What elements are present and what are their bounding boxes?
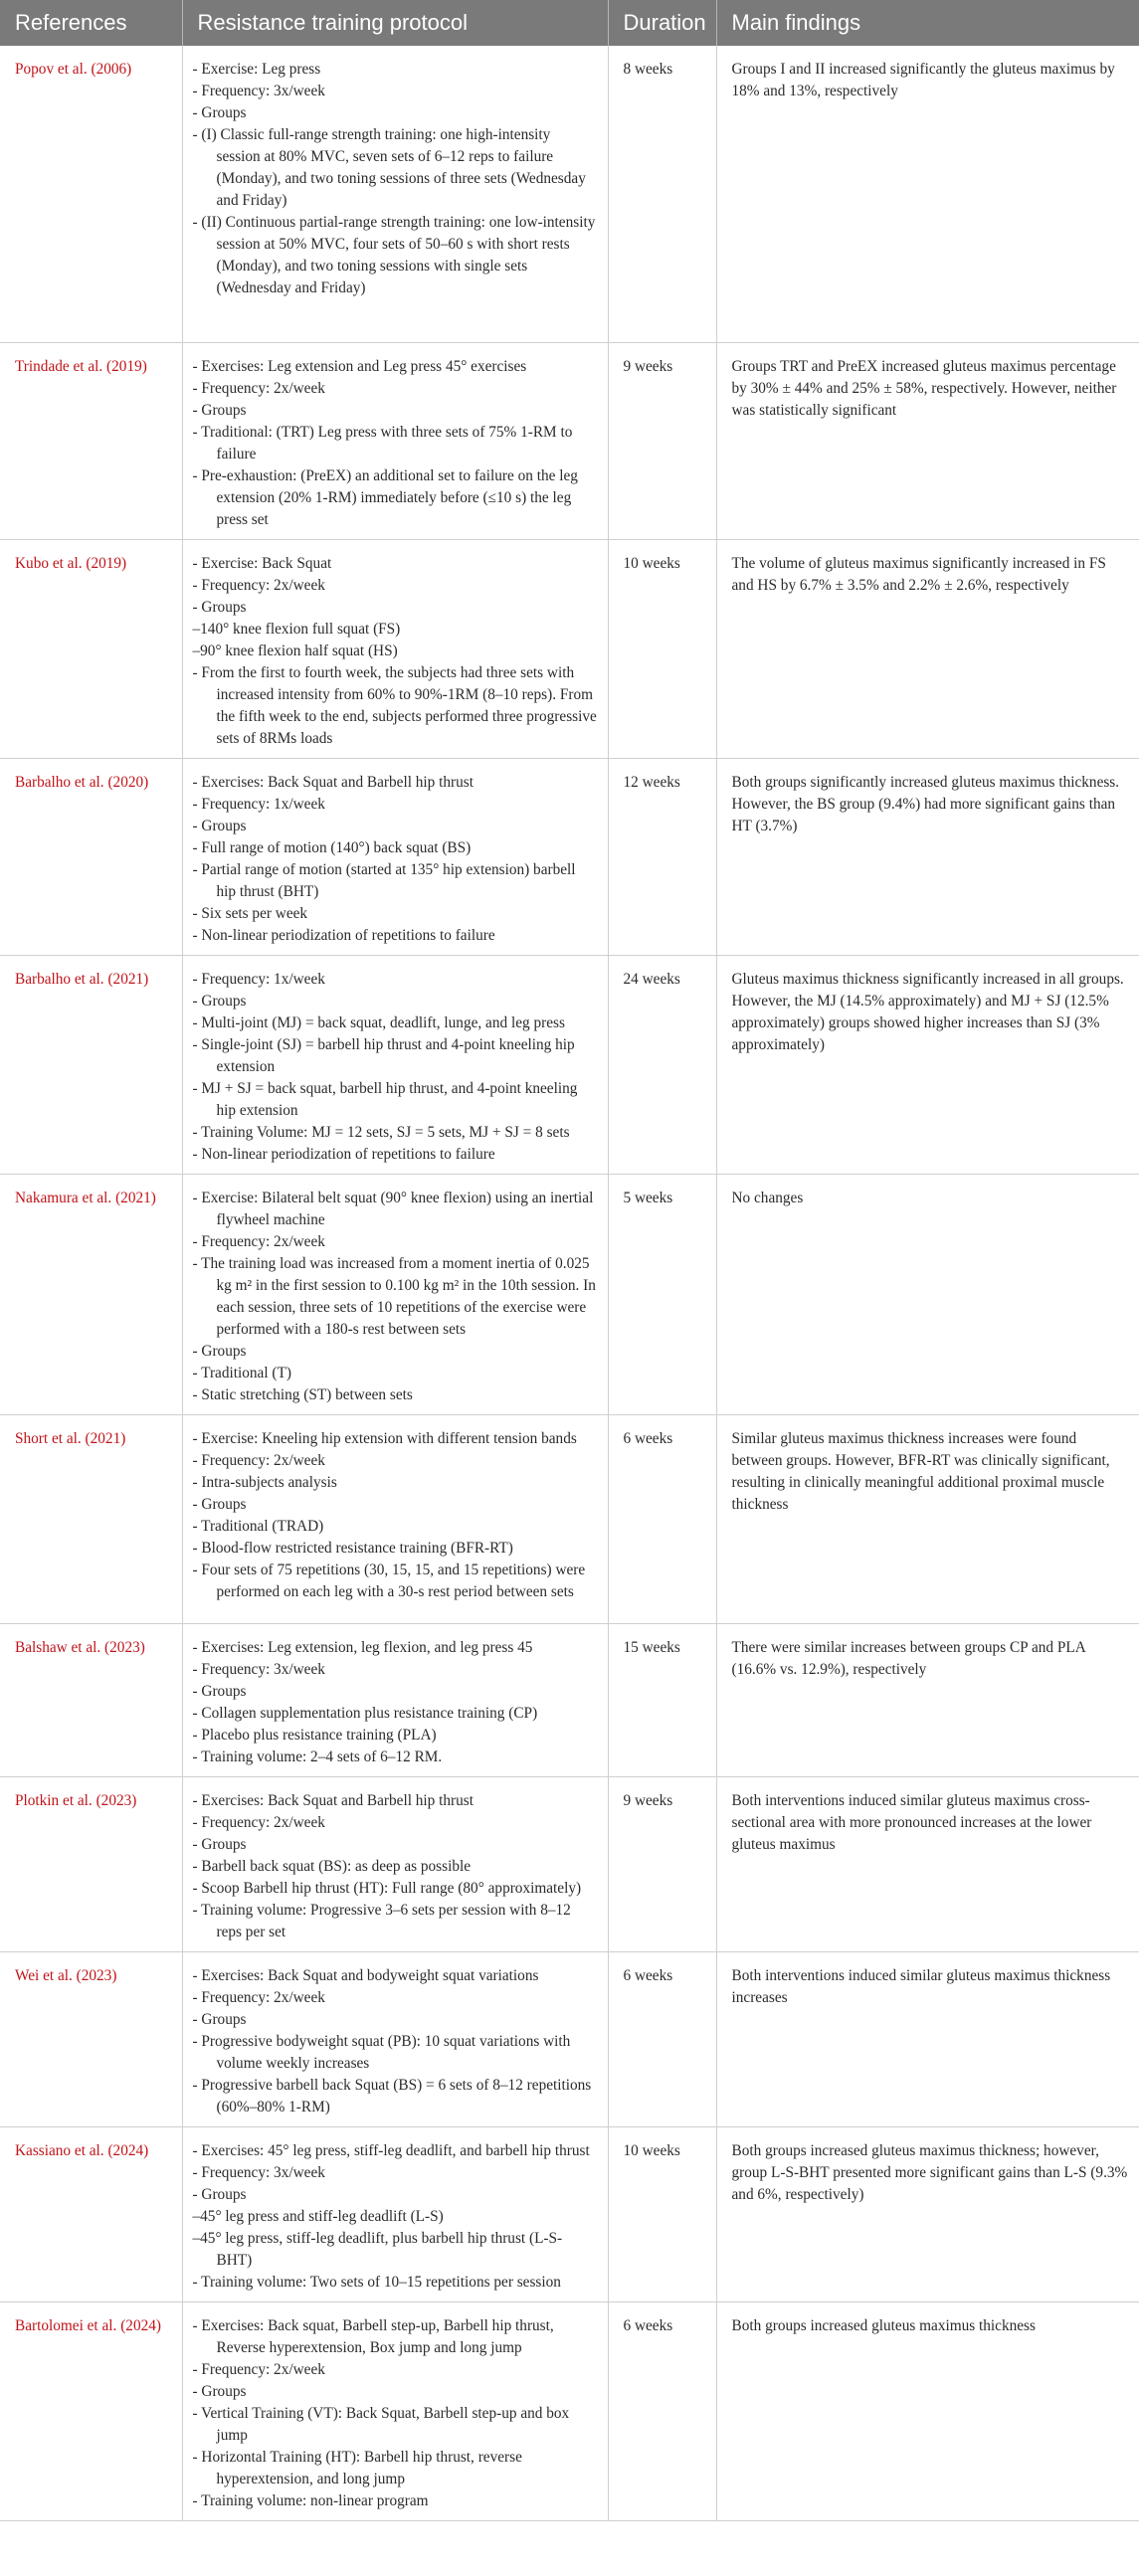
table-row: [0, 955, 1139, 1174]
duration-cell: 6 weeks: [608, 1951, 716, 2126]
reference-cell: [0, 46, 182, 342]
duration-cell: 10 weeks: [608, 539, 716, 758]
protocol-item: - Groups: [192, 992, 247, 1010]
protocol-item: - Training volume: Two sets of 10–15 repetitions per session: [192, 2273, 561, 2291]
protocol-item: - Training volume: 2–4 sets of 6–12 RM.: [192, 1748, 443, 1765]
protocol-item: - Frequency: 1x/week: [192, 970, 325, 988]
table-row: [0, 46, 1139, 342]
header-findings: Main findings: [716, 0, 1139, 46]
protocol-list: [193, 59, 598, 299]
reference-cell: [0, 1623, 182, 1776]
reference-link[interactable]: Balshaw et al. (2023): [15, 1638, 145, 1656]
duration-cell: 5 weeks: [608, 1174, 716, 1414]
protocol-item: - Frequency: 3x/week: [192, 2163, 325, 2181]
protocol-item: - Exercises: Back squat, Barbell step-up, Barbell hip thrust, Reverse hyperextension, Box jump and long jump: [192, 2316, 554, 2356]
protocol-item: - Groups: [192, 401, 247, 419]
reference-cell: [0, 1174, 182, 1414]
protocol-item: - Exercises: Leg extension, leg flexion, and leg press 45: [192, 1638, 533, 1656]
protocol-item: - Frequency: 2x/week: [192, 1232, 325, 1250]
reference-link[interactable]: Short et al. (2021): [15, 1429, 126, 1447]
duration-cell: 8 weeks: [608, 46, 716, 342]
duration-cell: 9 weeks: [608, 342, 716, 539]
findings-cell: Both groups significantly increased gluteus maximus thickness. However, the BS group (9.4%) had more significant gains than HT (3.7%): [716, 758, 1139, 955]
protocol-item: - Barbell back squat (BS): as deep as possible: [192, 1857, 472, 1875]
findings-cell: The volume of gluteus maximus significantly increased in FS and HS by 6.7% ± 3.5% and 2.2% ± 2.6%, respectively: [716, 539, 1139, 758]
protocol-item: - Horizontal Training (HT): Barbell hip thrust, reverse hyperextension, and long jump: [192, 2448, 522, 2487]
protocol-item: - Frequency: 2x/week: [192, 2360, 325, 2378]
protocol-item: - Collagen supplementation plus resistance training (CP): [192, 1704, 538, 1722]
reference-cell: [0, 1776, 182, 1951]
protocol-cell: [182, 955, 608, 1174]
duration-cell: 6 weeks: [608, 1414, 716, 1623]
findings-cell: There were similar increases between groups CP and PLA (16.6% vs. 12.9%), respectively: [716, 1623, 1139, 1776]
protocol-item: - Exercise: Kneeling hip extension with different tension bands: [192, 1429, 577, 1447]
protocol-item: - Exercise: Bilateral belt squat (90° knee flexion) using an inertial flywheel machine: [192, 1189, 594, 1228]
header-row: [0, 0, 1139, 46]
protocol-item: - Partial range of motion (started at 135° hip extension) barbell hip thrust (BHT): [192, 860, 576, 900]
protocol-item: - Groups: [192, 104, 247, 121]
protocol-item: - Exercises: Back Squat and bodyweight squat variations: [192, 1966, 539, 1984]
protocol-cell: [182, 1174, 608, 1414]
protocol-item: - Frequency: 2x/week: [192, 379, 325, 397]
protocol-item: - From the first to fourth week, the subjects had three sets with increased intensity from 60% to 90%-1RM (8–10 reps). From the fifth week to the end, subjects performed three progressive sets of 8RMs loads: [192, 663, 597, 747]
protocol-item: - Training volume: non-linear program: [192, 2491, 429, 2509]
protocol-item: - Pre-exhaustion: (PreEX) an additional set to failure on the leg extension (20% 1-RM) immediately before (≤10 s) the leg press set: [192, 466, 578, 528]
protocol-list: [193, 2140, 598, 2294]
protocol-list: [193, 772, 598, 947]
duration-cell: 15 weeks: [608, 1623, 716, 1776]
protocol-cell: [182, 2126, 608, 2301]
protocol-item: - (I) Classic full-range strength training: one high-intensity session at 80% MVC, seven sets of 6–12 reps to failure (Monday), and two toning sessions of three sets (Wednesday and Friday): [192, 126, 586, 209]
table-row: [0, 1623, 1139, 1776]
protocol-item: - Groups: [192, 598, 247, 616]
protocol-item: - Groups: [192, 1682, 247, 1700]
reference-link[interactable]: Barbalho et al. (2021): [15, 970, 149, 988]
protocol-list: [193, 1637, 598, 1768]
protocol-cell: [182, 1414, 608, 1623]
reference-link[interactable]: Kubo et al. (2019): [15, 554, 127, 572]
protocol-item: - Frequency: 3x/week: [192, 83, 325, 99]
protocol-item: - Exercise: Back Squat: [192, 554, 332, 572]
findings-cell: Groups I and II increased significantly the gluteus maximus by 18% and 13%, respectively: [716, 46, 1139, 342]
protocol-item: - The training load was increased from a moment inertia of 0.025 kg m² in the first session to 0.100 kg m² in the 10th session. In each session, three sets of 10 repetitions of the exercise were performed with a 180-s rest between sets: [192, 1254, 596, 1338]
duration-cell: 6 weeks: [608, 2301, 716, 2520]
protocol-item: - Exercises: Back Squat and Barbell hip thrust: [192, 773, 474, 791]
protocol-item: - Progressive barbell back Squat (BS) = 6 sets of 8–12 repetitions (60%–80% 1-RM): [192, 2076, 592, 2116]
protocol-item: - Groups: [192, 2382, 247, 2400]
protocol-item: –45° leg press and stiff-leg deadlift (L-S): [192, 2207, 444, 2225]
protocol-cell: [182, 2301, 608, 2520]
reference-cell: [0, 758, 182, 955]
protocol-item: - Exercises: Back Squat and Barbell hip thrust: [192, 1791, 474, 1809]
protocol-item: - Static stretching (ST) between sets: [192, 1385, 413, 1403]
table-row: [0, 539, 1139, 758]
reference-cell: [0, 2301, 182, 2520]
findings-cell: Both interventions induced similar gluteus maximus cross-sectional area with more pronounced increases at the lower gluteus maximus: [716, 1776, 1139, 1951]
protocol-cell: [182, 758, 608, 955]
protocol-cell: [182, 46, 608, 342]
protocol-item: - Traditional: (TRT) Leg press with three sets of 75% 1-RM to failure: [192, 423, 573, 462]
table-row: [0, 2301, 1139, 2520]
protocol-cell: [182, 1951, 608, 2126]
protocol-item: - Placebo plus resistance training (PLA): [192, 1726, 437, 1744]
protocol-item: - Frequency: 2x/week: [192, 576, 325, 594]
protocol-item: - MJ + SJ = back squat, barbell hip thrust, and 4-point kneeling hip extension: [192, 1079, 578, 1119]
findings-cell: Gluteus maximus thickness significantly increased in all groups. However, the MJ (14.5% approximately) and MJ + SJ (12.5% approximately) groups showed higher increases than SJ (3% approximately): [716, 955, 1139, 1174]
protocol-item: - Groups: [192, 1342, 247, 1360]
protocol-item: - Groups: [192, 817, 247, 834]
protocol-item: –45° leg press, stiff-leg deadlift, plus barbell hip thrust (L-S-BHT): [192, 2229, 563, 2269]
reference-cell: [0, 342, 182, 539]
reference-cell: [0, 2126, 182, 2301]
reference-link[interactable]: Bartolomei et al. (2024): [15, 2316, 161, 2334]
header-references: References: [0, 0, 182, 46]
protocol-item: - Six sets per week: [192, 904, 308, 922]
reference-link[interactable]: Barbalho et al. (2020): [15, 773, 149, 791]
table-row: [0, 758, 1139, 955]
duration-cell: 12 weeks: [608, 758, 716, 955]
protocol-item: - Exercises: 45° leg press, stiff-leg deadlift, and barbell hip thrust: [192, 2141, 590, 2159]
protocol-item: - (II) Continuous partial-range strength training: one low-intensity session at 50% MVC, four sets of 50–60 s with short rests (Monday), and two toning sessions with single sets (Wednesday and Friday): [192, 214, 596, 296]
table-row: [0, 1174, 1139, 1414]
header-duration: Duration: [608, 0, 716, 46]
protocol-item: - Groups: [192, 2185, 247, 2203]
reference-link[interactable]: Kassiano et al. (2024): [15, 2141, 149, 2159]
protocol-item: - Training volume: Progressive 3–6 sets per session with 8–12 reps per set: [192, 1901, 571, 1940]
protocol-item: - Blood-flow restricted resistance training (BFR-RT): [192, 1539, 513, 1557]
protocol-item: - Traditional (T): [192, 1364, 291, 1381]
protocol-item: - Frequency: 3x/week: [192, 1660, 325, 1678]
reference-link[interactable]: Nakamura et al. (2021): [15, 1189, 156, 1206]
reference-link[interactable]: Trindade et al. (2019): [15, 357, 147, 375]
protocol-item: - Intra-subjects analysis: [192, 1473, 337, 1491]
protocol-item: - Groups: [192, 2010, 247, 2028]
protocol-list: [193, 2315, 598, 2512]
protocol-item: - Exercises: Leg extension and Leg press 45° exercises: [192, 357, 527, 375]
findings-cell: Similar gluteus maximus thickness increases were found between groups. However, BFR-RT was clinically significant, resulting in clinically meaningful additional proximal muscle thickness: [716, 1414, 1139, 1623]
protocol-list: [193, 553, 598, 750]
protocol-item: –90° knee flexion half squat (HS): [192, 642, 398, 659]
duration-cell: 24 weeks: [608, 955, 716, 1174]
table-body: [0, 46, 1139, 2520]
protocol-list: [193, 356, 598, 531]
protocol-item: - Frequency: 2x/week: [192, 1813, 325, 1831]
reference-link[interactable]: Popov et al. (2006): [15, 61, 132, 78]
table-row: [0, 2126, 1139, 2301]
protocol-item: - Single-joint (SJ) = barbell hip thrust and 4-point kneeling hip extension: [192, 1035, 575, 1075]
protocol-list: [193, 1188, 598, 1406]
table-row: [0, 342, 1139, 539]
protocol-item: - Frequency: 2x/week: [192, 1988, 325, 2006]
protocol-item: –140° knee flexion full squat (FS): [192, 620, 401, 638]
protocol-item: - Full range of motion (140°) back squat (BS): [192, 838, 472, 856]
protocol-item: - Groups: [192, 1495, 247, 1513]
protocol-item: - Training Volume: MJ = 12 sets, SJ = 5 sets, MJ + SJ = 8 sets: [192, 1123, 570, 1141]
protocol-item: - Exercise: Leg press: [192, 61, 321, 78]
protocol-item: - Frequency: 1x/week: [192, 795, 325, 813]
protocol-item: - Non-linear periodization of repetitions to failure: [192, 1145, 495, 1163]
duration-cell: 9 weeks: [608, 1776, 716, 1951]
reference-link[interactable]: Plotkin et al. (2023): [15, 1791, 137, 1809]
reference-cell: [0, 955, 182, 1174]
findings-cell: Both interventions induced similar gluteus maximus thickness increases: [716, 1951, 1139, 2126]
header-protocol: Resistance training protocol: [182, 0, 608, 46]
protocol-item: - Frequency: 2x/week: [192, 1451, 325, 1469]
protocol-item: - Multi-joint (MJ) = back squat, deadlift, lunge, and leg press: [192, 1013, 565, 1031]
table-row: [0, 1776, 1139, 1951]
protocol-list: [193, 1428, 598, 1603]
findings-cell: Groups TRT and PreEX increased gluteus maximus percentage by 30% ± 44% and 25% ± 58%, respectively. However, neither was statistically significant: [716, 342, 1139, 539]
protocol-item: - Four sets of 75 repetitions (30, 15, 15, and 15 repetitions) were performed on each leg with a 30-s rest period between sets: [192, 1561, 586, 1600]
table-row: [0, 1951, 1139, 2126]
findings-cell: Both groups increased gluteus maximus thickness; however, group L-S-BHT presented more significant gains than L-S (9.3% and 6%, respectively): [716, 2126, 1139, 2301]
protocol-list: [193, 1790, 598, 1943]
duration-cell: 10 weeks: [608, 2126, 716, 2301]
protocol-cell: [182, 539, 608, 758]
protocol-cell: [182, 342, 608, 539]
reference-cell: [0, 1951, 182, 2126]
protocol-item: - Vertical Training (VT): Back Squat, Barbell step-up and box jump: [192, 2404, 570, 2444]
protocol-item: - Scoop Barbell hip thrust (HT): Full range (80° approximately): [192, 1879, 582, 1897]
protocol-item: - Traditional (TRAD): [192, 1517, 324, 1535]
protocol-item: - Groups: [192, 1835, 247, 1853]
reference-cell: [0, 1414, 182, 1623]
protocol-item: - Progressive bodyweight squat (PB): 10 squat variations with volume weekly increases: [192, 2032, 571, 2072]
protocol-cell: [182, 1623, 608, 1776]
protocol-item: - Non-linear periodization of repetitions to failure: [192, 926, 495, 944]
findings-cell: Both groups increased gluteus maximus thickness: [716, 2301, 1139, 2520]
protocol-list: [193, 969, 598, 1166]
findings-cell: No changes: [716, 1174, 1139, 1414]
protocol-list: [193, 1965, 598, 2118]
reference-link[interactable]: Wei et al. (2023): [15, 1966, 117, 1984]
table-row: [0, 1414, 1139, 1623]
reference-cell: [0, 539, 182, 758]
protocol-cell: [182, 1776, 608, 1951]
